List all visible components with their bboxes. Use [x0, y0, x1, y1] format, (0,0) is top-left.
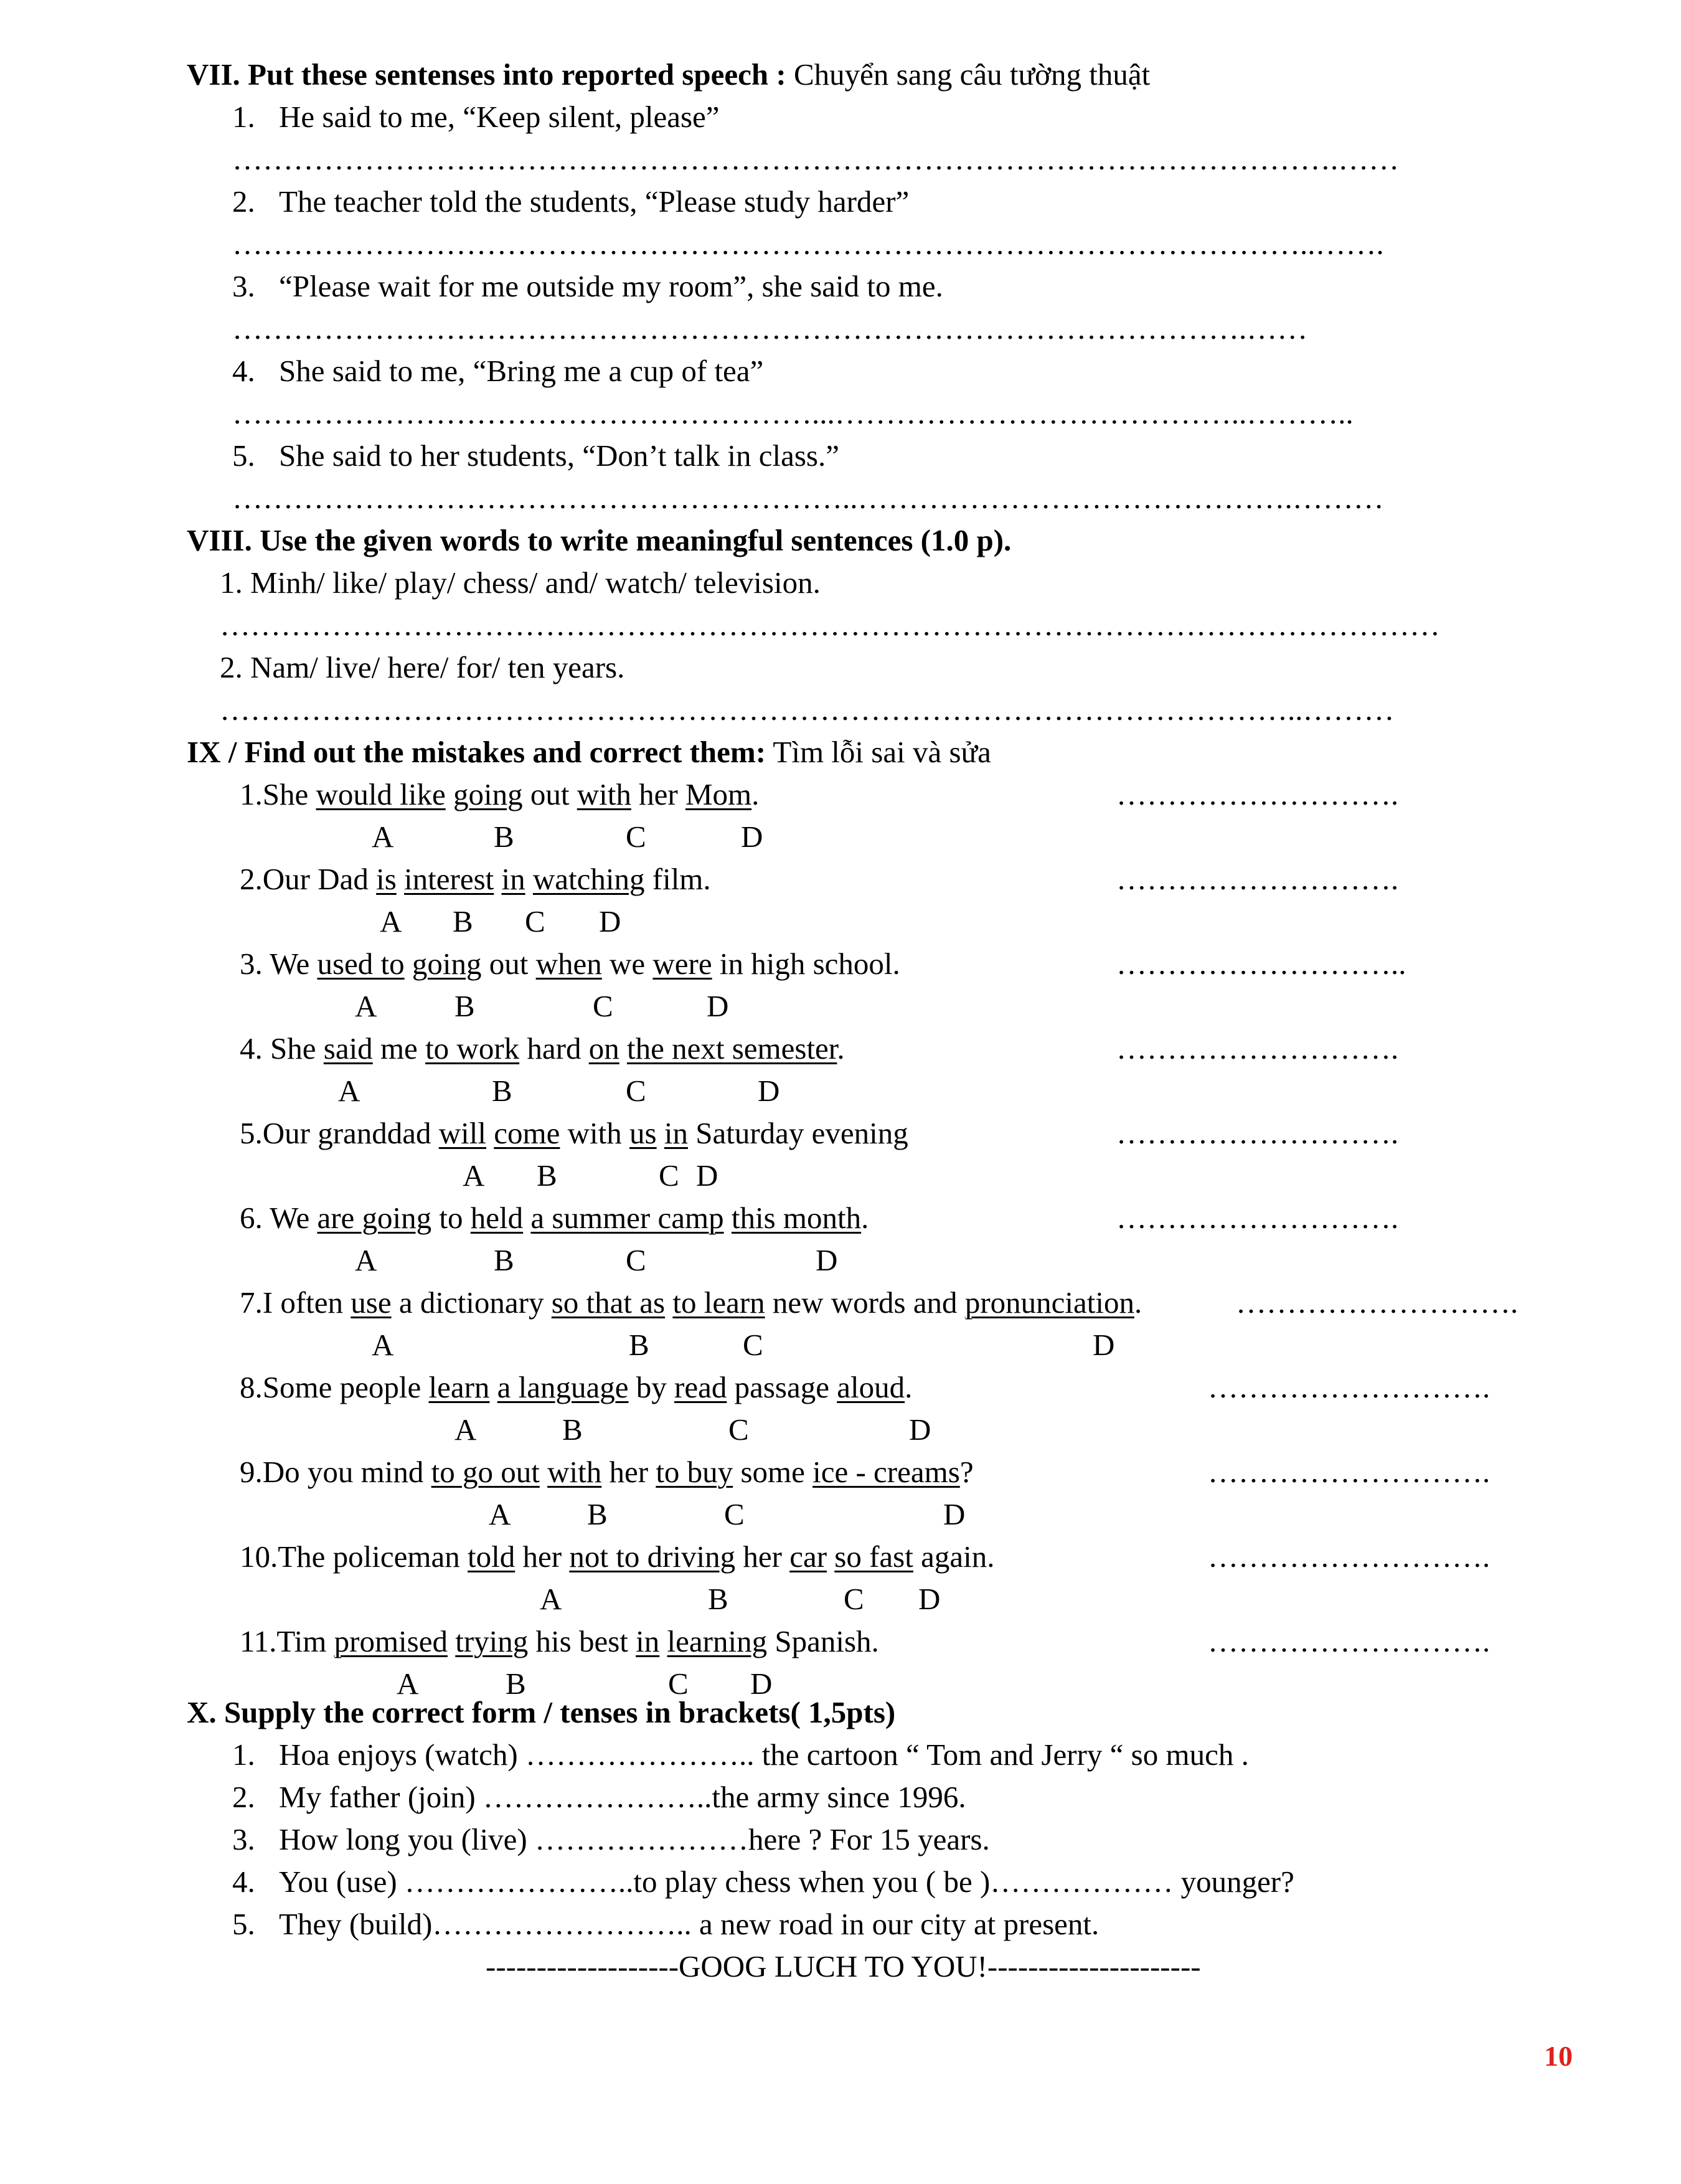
sentence-text: his best — [528, 1624, 636, 1658]
sentence-text — [657, 1116, 664, 1150]
option-letter-c: C — [626, 1243, 646, 1277]
option-letter-d: D — [918, 1582, 941, 1616]
s10-item-4: 4. You (use) …………………..to play chess when you ( be )……………… younger? — [232, 1865, 1294, 1899]
page-number: 10 — [1544, 2040, 1573, 2072]
sentence-text: ? — [959, 1455, 974, 1489]
sentence-text — [659, 1624, 667, 1658]
s7-answer-line-3[interactable]: ……………………………………………………………………………………….…… — [232, 311, 1308, 346]
correction-answer-line[interactable]: ………………………. — [1116, 1116, 1399, 1150]
s10-item-1: 1. Hoa enjoys (watch) ………………….. the cartoon “ Tom and Jerry “ so much . — [232, 1737, 1249, 1772]
option-letter-d: D — [741, 820, 763, 854]
mistake-item — [240, 861, 711, 898]
s7-item-1: 1. He said to me, “Keep silent, please” — [232, 100, 720, 134]
option-letter-c: C — [724, 1497, 745, 1531]
mistake-item — [240, 1284, 1142, 1321]
sentence-text: some — [733, 1455, 813, 1489]
s8-item-2: 2. Nam/ live/ here/ for/ ten years. — [220, 650, 625, 684]
sentence-text — [827, 1539, 834, 1574]
underlined-option: when — [535, 947, 602, 981]
underlined-option: in — [636, 1624, 660, 1658]
underlined-option: were — [652, 947, 712, 981]
sentence-text: film. — [644, 862, 711, 896]
option-letter-a: A — [338, 1074, 360, 1108]
sentence-text: her — [735, 1539, 790, 1574]
sentence-text: 6. We — [240, 1201, 318, 1235]
option-letter-d: D — [599, 904, 621, 938]
correction-answer-line[interactable]: ………………………. — [1236, 1285, 1519, 1320]
sentence-text: we — [601, 947, 653, 981]
option-letter-c: C — [593, 989, 613, 1023]
option-letter-d: D — [707, 989, 729, 1023]
mistake-item — [240, 1115, 908, 1152]
sentence-text: 4. She — [240, 1031, 324, 1066]
sentence-text — [724, 1201, 732, 1235]
sentence-text — [523, 1201, 530, 1235]
section-9-title: IX / Find out the mistakes and correct them: Tìm lỗi sai và sửa — [187, 735, 991, 769]
underlined-option: going — [412, 947, 482, 981]
sentence-text: 1.She — [240, 777, 316, 811]
option-letter-b: B — [454, 989, 475, 1023]
section-7-title: VII. Put these sentenses into reported speech : Chuyển sang câu tường thuật — [187, 57, 1151, 92]
correction-answer-line[interactable]: ………………………. — [1116, 862, 1399, 896]
option-letter-b: B — [562, 1412, 583, 1447]
sentence-text — [525, 862, 533, 896]
mistake-item — [240, 1369, 912, 1406]
sentence-text: Spanish. — [767, 1624, 879, 1658]
s7-answer-line-4[interactable]: …………………………………………………...…………………………………..……….. — [232, 396, 1354, 430]
sentence-text: . — [837, 1031, 845, 1066]
option-letter-c: C — [728, 1412, 749, 1447]
s10-item-3: 3. How long you (live) …………………here ? For 15 years. — [232, 1822, 990, 1856]
underlined-option: going — [453, 777, 523, 811]
underlined-option: this month — [731, 1201, 862, 1235]
underlined-option: with — [547, 1455, 602, 1489]
option-letter-b: B — [708, 1582, 728, 1616]
underlined-option: Mom — [685, 777, 752, 811]
sentence-text: to — [431, 1201, 471, 1235]
option-letter-c: C — [743, 1328, 763, 1362]
mistake-item — [240, 1623, 879, 1660]
s10-item-2: 2. My father (join) …………………..the army since 1996. — [232, 1780, 966, 1814]
option-letter-a: A — [355, 989, 377, 1023]
underlined-option: will — [438, 1116, 487, 1150]
option-letter-d: D — [943, 1497, 966, 1531]
option-letter-d: D — [758, 1074, 780, 1108]
underlined-option: interest — [404, 862, 494, 896]
sentence-text: 9.Do you mind — [240, 1455, 431, 1489]
correction-answer-line[interactable]: ………………………. — [1116, 777, 1399, 811]
option-letter-b: B — [492, 1074, 512, 1108]
sentence-text: again. — [913, 1539, 995, 1574]
underlined-option: used to — [317, 947, 405, 981]
underlined-option: in — [664, 1116, 688, 1150]
sentence-text: . — [861, 1201, 869, 1235]
mistake-item — [240, 776, 759, 813]
option-letter-d: D — [750, 1666, 773, 1701]
underlined-option: to buy — [656, 1455, 733, 1489]
underlined-option: a language — [497, 1370, 629, 1404]
sentence-text: . — [1134, 1285, 1142, 1320]
s10-item-5: 5. They (build)…………………….. a new road in our city at present. — [232, 1907, 1099, 1941]
correction-answer-line[interactable]: ………………………. — [1208, 1624, 1490, 1658]
sentence-text: her — [601, 1455, 656, 1489]
underlined-option: pronunciation — [964, 1285, 1134, 1320]
sentence-text: 8.Some people — [240, 1370, 429, 1404]
option-letter-b: B — [629, 1328, 649, 1362]
option-letter-a: A — [372, 1328, 394, 1362]
sentence-text: Saturday evening — [687, 1116, 908, 1150]
underlined-option: a summer camp — [530, 1201, 724, 1235]
sentence-text: her — [631, 777, 685, 811]
option-letter-b: B — [453, 904, 473, 938]
option-letter-b: B — [494, 820, 514, 854]
option-letter-d: D — [1093, 1328, 1115, 1362]
option-letter-a: A — [355, 1243, 377, 1277]
sentence-text — [446, 777, 453, 811]
sentence-text: . — [905, 1370, 913, 1404]
mistake-item — [240, 1030, 845, 1067]
underlined-option: held — [470, 1201, 524, 1235]
underlined-option: us — [629, 1116, 657, 1150]
underlined-option: in — [501, 862, 525, 896]
option-letter-b: B — [537, 1158, 557, 1193]
option-letter-c: C — [626, 1074, 646, 1108]
mistake-item — [240, 945, 900, 983]
correction-answer-line[interactable]: ………………………. — [1208, 1539, 1490, 1574]
underlined-option: learning — [667, 1624, 768, 1658]
sentence-text — [405, 947, 412, 981]
option-letter-b: B — [494, 1243, 514, 1277]
mistake-item — [240, 1454, 974, 1491]
sentence-text: 2.Our Dad — [240, 862, 377, 896]
sentence-text — [486, 1116, 494, 1150]
underlined-option: is — [376, 862, 397, 896]
mistake-item — [240, 1538, 994, 1576]
option-letter-c: C — [659, 1158, 679, 1193]
sentence-text — [540, 1455, 547, 1489]
s8-item-1: 1. Minh/ like/ play/ chess/ and/ watch/ television. — [220, 565, 821, 600]
sentence-text: 11.Tim — [240, 1624, 334, 1658]
s7-answer-line-5[interactable]: ……………………………………………………..…………………………………….……… — [232, 481, 1384, 515]
option-letter-a: A — [540, 1582, 562, 1616]
sentence-text: out — [522, 777, 577, 811]
option-letter-a: A — [489, 1497, 511, 1531]
section-8-title: VIII. Use the given words to write meaningful sentences (1.0 p). — [187, 523, 1012, 557]
sentence-text — [494, 862, 501, 896]
option-letter-b: B — [506, 1666, 526, 1701]
s7-item-2: 2. The teacher told the students, “Please study harder” — [232, 184, 910, 219]
s8-answer-line-1[interactable]: ………………………………………………………………………………………………………… — [220, 608, 1440, 642]
sentence-text: a dictionary — [391, 1285, 552, 1320]
sentence-text: passage — [727, 1370, 837, 1404]
underlined-option: the next semester — [626, 1031, 837, 1066]
footer-message: -------------------GOOG LUCH TO YOU!--------------------- — [486, 1949, 1201, 1983]
underlined-option: promised — [334, 1624, 448, 1658]
option-letter-d: D — [816, 1243, 838, 1277]
correction-answer-line[interactable]: ……………………….. — [1116, 947, 1406, 981]
option-letter-c: C — [626, 820, 646, 854]
sentence-text: . — [751, 777, 760, 811]
sentence-text — [619, 1031, 627, 1066]
sentence-text: 10.The policeman — [240, 1539, 468, 1574]
underlined-option: read — [674, 1370, 727, 1404]
underlined-option: not to driving — [569, 1539, 736, 1574]
sentence-text: in high school. — [712, 947, 900, 981]
sentence-text: me — [372, 1031, 426, 1066]
option-letter-a: A — [380, 904, 402, 938]
underlined-option: said — [323, 1031, 373, 1066]
sentence-text: 7.I often — [240, 1285, 351, 1320]
option-letter-b: B — [587, 1497, 608, 1531]
underlined-option: learn — [428, 1370, 490, 1404]
section-10-title: X. Supply the correct form / tenses in brackets( 1,5pts) — [187, 1695, 896, 1729]
underlined-option: watching — [532, 862, 645, 896]
sentence-text: out — [481, 947, 536, 981]
s8-answer-line-2[interactable]: ……………………………………………………………………………………………..……… — [220, 693, 1395, 727]
sentence-text: her — [515, 1539, 570, 1574]
option-letter-c: C — [525, 904, 545, 938]
sentence-text: new words and — [765, 1285, 965, 1320]
sentence-text — [448, 1624, 455, 1658]
option-letter-a: A — [397, 1666, 419, 1701]
underlined-option: to work — [425, 1031, 520, 1066]
underlined-option: trying — [455, 1624, 529, 1658]
correction-answer-line[interactable]: ………………………. — [1208, 1370, 1490, 1404]
underlined-option: use — [351, 1285, 392, 1320]
sentence-text: with — [560, 1116, 630, 1150]
option-letter-c: C — [844, 1582, 864, 1616]
s7-item-4: 4. She said to me, “Bring me a cup of tea” — [232, 354, 764, 388]
option-letter-a: A — [454, 1412, 477, 1447]
option-letter-d: D — [696, 1158, 718, 1193]
correction-answer-line[interactable]: ………………………. — [1208, 1455, 1490, 1489]
option-letter-c: C — [668, 1666, 689, 1701]
underlined-option: aloud — [837, 1370, 905, 1404]
sentence-text: hard — [519, 1031, 589, 1066]
sentence-text — [397, 862, 404, 896]
sentence-text: by — [628, 1370, 675, 1404]
s7-answer-line-1[interactable]: ……………………………………………………………………………………………….…… — [232, 142, 1400, 176]
underlined-option: so that as — [551, 1285, 666, 1320]
s7-item-5: 5. She said to her students, “Don’t talk in class.” — [232, 438, 839, 473]
underlined-option: come — [494, 1116, 560, 1150]
sentence-text: 5.Our granddad — [240, 1116, 439, 1150]
underlined-option: told — [468, 1539, 516, 1574]
underlined-option: would like — [316, 777, 446, 811]
underlined-option: on — [588, 1031, 619, 1066]
underlined-option: car — [789, 1539, 827, 1574]
correction-answer-line[interactable]: ………………………. — [1116, 1031, 1399, 1066]
underlined-option: so fast — [834, 1539, 913, 1574]
underlined-option: are going — [317, 1201, 432, 1235]
correction-answer-line[interactable]: ………………………. — [1116, 1201, 1399, 1235]
underlined-option: to learn — [672, 1285, 765, 1320]
option-letter-d: D — [909, 1412, 931, 1447]
sentence-text — [665, 1285, 672, 1320]
sentence-text: 3. We — [240, 947, 318, 981]
underlined-option: ice - creams — [812, 1455, 960, 1489]
underlined-option: with — [577, 777, 631, 811]
mistake-item — [240, 1199, 869, 1237]
s7-answer-line-2[interactable]: ……………………………………………………………………………………………..……. — [232, 227, 1384, 261]
underlined-option: to go out — [431, 1455, 540, 1489]
s7-item-3: 3. “Please wait for me outside my room”, she said to me. — [232, 269, 943, 303]
sentence-text — [489, 1370, 497, 1404]
option-letter-a: A — [463, 1158, 485, 1193]
option-letter-a: A — [372, 820, 394, 854]
